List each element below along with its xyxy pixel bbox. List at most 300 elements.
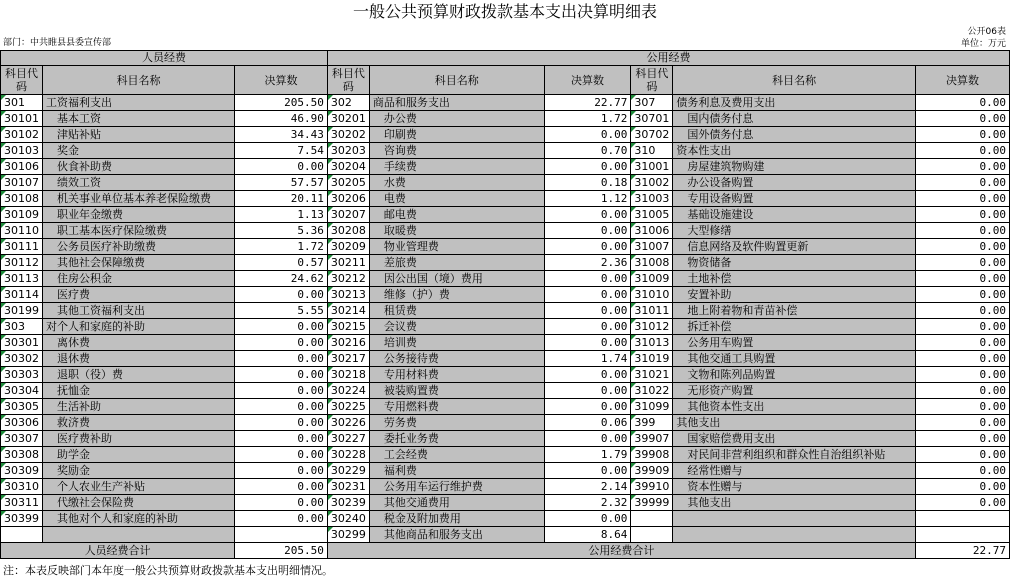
subject-code: 30213 <box>327 287 369 303</box>
subject-name: 其他社会保障缴费 <box>43 255 235 271</box>
subject-code: 31005 <box>631 207 673 223</box>
subject-code: 30399 <box>1 511 43 527</box>
table-row <box>1 127 1010 143</box>
subject-code: 30204 <box>327 159 369 175</box>
table-row <box>1 527 1010 543</box>
subject-code: 307 <box>631 95 673 111</box>
subject-code: 30107 <box>1 175 43 191</box>
empty-cell <box>673 527 916 543</box>
amount-value: 0.00 <box>915 143 1009 159</box>
amount-value: 0.00 <box>915 479 1009 495</box>
subject-name: 工资福利支出 <box>43 95 235 111</box>
subject-code: 30102 <box>1 127 43 143</box>
empty-cell <box>915 511 1009 527</box>
subject-code: 310 <box>631 143 673 159</box>
public-header: 公用经费 <box>327 51 1009 66</box>
amount-value: 20.11 <box>235 191 328 207</box>
subject-code: 399 <box>631 415 673 431</box>
subject-name: 公务接待费 <box>369 351 544 367</box>
subject-code: 30307 <box>1 431 43 447</box>
amount-value: 0.00 <box>235 495 328 511</box>
table-row <box>1 287 1010 303</box>
subject-name: 其他交通费用 <box>369 495 544 511</box>
subject-code: 31022 <box>631 383 673 399</box>
subject-name: 助学金 <box>43 447 235 463</box>
subject-code: 31002 <box>631 175 673 191</box>
subject-code: 30309 <box>1 463 43 479</box>
subject-code: 31010 <box>631 287 673 303</box>
subject-name: 抚恤金 <box>43 383 235 399</box>
subject-code: 30231 <box>327 479 369 495</box>
subject-name: 手续费 <box>369 159 544 175</box>
amount-value: 0.00 <box>544 463 631 479</box>
subject-code: 39910 <box>631 479 673 495</box>
subject-code: 30218 <box>327 367 369 383</box>
table-row <box>1 447 1010 463</box>
amount-value: 22.77 <box>544 95 631 111</box>
subject-code: 31007 <box>631 239 673 255</box>
amount-value: 0.00 <box>915 127 1009 143</box>
amount-value: 0.00 <box>915 399 1009 415</box>
amount-value: 0.00 <box>544 223 631 239</box>
amount-value: 0.00 <box>915 367 1009 383</box>
subject-code: 30215 <box>327 319 369 335</box>
amount-value: 0.00 <box>915 223 1009 239</box>
amount-value: 0.00 <box>235 383 328 399</box>
code-header: 科目代码 <box>327 66 369 95</box>
report-title: 一般公共预算财政拨款基本支出决算明细表 <box>352 2 657 21</box>
subject-name: 无形资产购置 <box>673 383 916 399</box>
table-row <box>1 367 1010 383</box>
subject-code: 31009 <box>631 271 673 287</box>
subject-name: 国家赔偿费用支出 <box>673 431 916 447</box>
amount-value: 0.00 <box>915 463 1009 479</box>
amount-value: 0.00 <box>235 367 328 383</box>
subject-code: 31012 <box>631 319 673 335</box>
subject-name: 信息网络及软件购置更新 <box>673 239 916 255</box>
subject-name: 维修（护）费 <box>369 287 544 303</box>
subject-name: 基础设施建设 <box>673 207 916 223</box>
subject-name: 其他资本性支出 <box>673 399 916 415</box>
subject-code: 30299 <box>327 527 369 543</box>
subject-code: 30103 <box>1 143 43 159</box>
subject-code: 30203 <box>327 143 369 159</box>
subject-code: 30306 <box>1 415 43 431</box>
empty-cell <box>915 527 1009 543</box>
table-row <box>1 111 1010 127</box>
subject-name: 基本工资 <box>43 111 235 127</box>
subject-name: 水费 <box>369 175 544 191</box>
amount-value: 0.00 <box>235 319 328 335</box>
subject-code: 30302 <box>1 351 43 367</box>
subject-name: 咨询费 <box>369 143 544 159</box>
table-row <box>1 335 1010 351</box>
code-header: 科目代码 <box>631 66 673 95</box>
subject-name: 房屋建筑物购建 <box>673 159 916 175</box>
table-row <box>1 271 1010 287</box>
subject-name: 公务用车购置 <box>673 335 916 351</box>
subject-name: 其他支出 <box>673 415 916 431</box>
subject-code: 30305 <box>1 399 43 415</box>
subject-code: 30199 <box>1 303 43 319</box>
subject-name: 退休费 <box>43 351 235 367</box>
subject-code: 39908 <box>631 447 673 463</box>
subject-code: 31019 <box>631 351 673 367</box>
footnote: 注：本表反映部门本年度一般公共预算财政拨款基本支出明细情况。 <box>3 564 333 577</box>
subject-name: 电费 <box>369 191 544 207</box>
amount-value: 1.72 <box>544 111 631 127</box>
amount-value: 0.00 <box>915 159 1009 175</box>
subject-code: 30304 <box>1 383 43 399</box>
subject-code: 31013 <box>631 335 673 351</box>
subject-code: 30303 <box>1 367 43 383</box>
subject-code: 31006 <box>631 223 673 239</box>
table-row <box>1 207 1010 223</box>
subject-code: 30111 <box>1 239 43 255</box>
amount-value: 0.18 <box>544 175 631 191</box>
amount-value: 0.00 <box>544 319 631 335</box>
subject-code: 30109 <box>1 207 43 223</box>
subject-name: 对民间非营利组织和群众性自治组织补贴 <box>673 447 916 463</box>
personnel-total-amount: 205.50 <box>235 543 328 559</box>
amount-value: 0.00 <box>235 463 328 479</box>
amount-value: 0.06 <box>544 415 631 431</box>
subject-name: 办公费 <box>369 111 544 127</box>
subject-code: 30209 <box>327 239 369 255</box>
amount-value: 0.00 <box>544 511 631 527</box>
subject-name: 救济费 <box>43 415 235 431</box>
subject-code: 30212 <box>327 271 369 287</box>
subject-name: 安置补助 <box>673 287 916 303</box>
form-number: 公开06表 <box>967 27 1006 37</box>
subject-name: 被装购置费 <box>369 383 544 399</box>
amount-value: 0.00 <box>915 351 1009 367</box>
subject-name: 文物和陈列品购置 <box>673 367 916 383</box>
subject-code: 31003 <box>631 191 673 207</box>
amount-value: 2.32 <box>544 495 631 511</box>
table-row <box>1 319 1010 335</box>
public-total-amount: 22.77 <box>915 543 1009 559</box>
subject-name: 公务员医疗补助缴费 <box>43 239 235 255</box>
amount-value: 0.00 <box>915 271 1009 287</box>
subject-code: 30114 <box>1 287 43 303</box>
subject-name: 会议费 <box>369 319 544 335</box>
subject-name: 职工基本医疗保险缴费 <box>43 223 235 239</box>
subject-code: 39999 <box>631 495 673 511</box>
amount-value: 0.00 <box>915 287 1009 303</box>
table-row <box>1 159 1010 175</box>
subject-name: 经常性赠与 <box>673 463 916 479</box>
subject-name: 取暖费 <box>369 223 544 239</box>
personnel-total-label: 人员经费合计 <box>1 543 235 559</box>
amount-value: 0.00 <box>544 207 631 223</box>
amount-value: 0.00 <box>235 431 328 447</box>
subject-code: 302 <box>327 95 369 111</box>
amount-value: 0.00 <box>544 287 631 303</box>
amount-value: 0.00 <box>235 479 328 495</box>
subject-code: 30205 <box>327 175 369 191</box>
amount-value: 2.36 <box>544 255 631 271</box>
amount-value: 0.00 <box>915 303 1009 319</box>
table-body <box>1 95 1010 543</box>
table-row <box>1 479 1010 495</box>
subject-name: 其他商品和服务支出 <box>369 527 544 543</box>
amount-value: 0.00 <box>544 399 631 415</box>
subject-name: 退职（役）费 <box>43 367 235 383</box>
amount-header: 决算数 <box>544 66 631 95</box>
amount-value: 1.12 <box>544 191 631 207</box>
amount-value: 0.70 <box>544 143 631 159</box>
subject-code: 30101 <box>1 111 43 127</box>
subject-name: 专用材料费 <box>369 367 544 383</box>
amount-value: 5.55 <box>235 303 328 319</box>
table-row <box>1 239 1010 255</box>
subject-name: 其他支出 <box>673 495 916 511</box>
subject-code: 30208 <box>327 223 369 239</box>
subject-name: 商品和服务支出 <box>369 95 544 111</box>
subject-code: 30702 <box>631 127 673 143</box>
amount-value: 0.00 <box>915 191 1009 207</box>
subject-name: 办公设备购置 <box>673 175 916 191</box>
amount-value: 0.00 <box>915 111 1009 127</box>
personnel-header: 人员经费 <box>1 51 328 66</box>
amount-value: 0.00 <box>544 431 631 447</box>
subject-name: 职业年金缴费 <box>43 207 235 223</box>
totals-row <box>1 543 1010 559</box>
department-label: 部门：中共睢县县委宣传部 <box>3 38 112 48</box>
subject-code: 30229 <box>327 463 369 479</box>
empty-cell <box>43 527 235 543</box>
amount-value: 46.90 <box>235 111 328 127</box>
amount-value: 1.74 <box>544 351 631 367</box>
subject-code: 303 <box>1 319 43 335</box>
subject-name: 其他工资福利支出 <box>43 303 235 319</box>
empty-cell <box>673 511 916 527</box>
table-row <box>1 351 1010 367</box>
subject-code: 30206 <box>327 191 369 207</box>
subject-name: 代缴社会保险费 <box>43 495 235 511</box>
subject-name: 工会经费 <box>369 447 544 463</box>
table-row <box>1 223 1010 239</box>
subject-code: 30301 <box>1 335 43 351</box>
name-header: 科目名称 <box>673 66 916 95</box>
subject-name: 委托业务费 <box>369 431 544 447</box>
subject-name: 奖金 <box>43 143 235 159</box>
table-row <box>1 175 1010 191</box>
subject-code: 30202 <box>327 127 369 143</box>
empty-cell <box>1 527 43 543</box>
amount-value: 0.00 <box>915 335 1009 351</box>
subject-code: 30701 <box>631 111 673 127</box>
subject-name: 培训费 <box>369 335 544 351</box>
amount-value: 8.64 <box>544 527 631 543</box>
amount-value: 24.62 <box>235 271 328 287</box>
subject-code: 30216 <box>327 335 369 351</box>
subject-code: 30225 <box>327 399 369 415</box>
amount-value: 7.54 <box>235 143 328 159</box>
amount-value: 0.57 <box>235 255 328 271</box>
table-row <box>1 95 1010 111</box>
subject-code: 31011 <box>631 303 673 319</box>
subject-name: 土地补偿 <box>673 271 916 287</box>
amount-value: 0.00 <box>235 415 328 431</box>
subject-code: 39907 <box>631 431 673 447</box>
subject-code: 30311 <box>1 495 43 511</box>
subject-code: 30228 <box>327 447 369 463</box>
subject-code: 30240 <box>327 511 369 527</box>
subject-name: 医疗费补助 <box>43 431 235 447</box>
table-row <box>1 191 1010 207</box>
table-row <box>1 383 1010 399</box>
table-row <box>1 143 1010 159</box>
subject-name: 其他对个人和家庭的补助 <box>43 511 235 527</box>
amount-header: 决算数 <box>235 66 328 95</box>
subject-name: 资本性赠与 <box>673 479 916 495</box>
subject-code: 39909 <box>631 463 673 479</box>
subject-name: 国内债务付息 <box>673 111 916 127</box>
subject-code: 31099 <box>631 399 673 415</box>
subject-code: 31001 <box>631 159 673 175</box>
table-row <box>1 463 1010 479</box>
amount-value: 1.79 <box>544 447 631 463</box>
subject-code: 30112 <box>1 255 43 271</box>
amount-value: 0.00 <box>915 175 1009 191</box>
subject-name: 税金及附加费用 <box>369 511 544 527</box>
subject-code: 30224 <box>327 383 369 399</box>
subject-name: 差旅费 <box>369 255 544 271</box>
subject-name: 医疗费 <box>43 287 235 303</box>
amount-value: 205.50 <box>235 95 328 111</box>
amount-value: 0.00 <box>544 159 631 175</box>
amount-value: 0.00 <box>235 287 328 303</box>
amount-value: 0.00 <box>915 383 1009 399</box>
subject-code: 30308 <box>1 447 43 463</box>
subject-name: 其他交通工具购置 <box>673 351 916 367</box>
subject-code: 30227 <box>327 431 369 447</box>
subject-name: 印刷费 <box>369 127 544 143</box>
subject-name: 租赁费 <box>369 303 544 319</box>
table-row <box>1 399 1010 415</box>
amount-value: 0.00 <box>544 239 631 255</box>
expenditure-table <box>0 50 1010 559</box>
subject-name: 住房公积金 <box>43 271 235 287</box>
subject-name: 绩效工资 <box>43 175 235 191</box>
amount-value: 0.00 <box>235 335 328 351</box>
subject-name: 专用设备购置 <box>673 191 916 207</box>
amount-value: 0.00 <box>915 255 1009 271</box>
amount-value: 0.00 <box>915 495 1009 511</box>
subject-name: 个人农业生产补贴 <box>43 479 235 495</box>
table-row <box>1 511 1010 527</box>
public-total-label: 公用经费合计 <box>327 543 915 559</box>
subject-name: 物业管理费 <box>369 239 544 255</box>
amount-value: 57.57 <box>235 175 328 191</box>
subject-name: 大型修缮 <box>673 223 916 239</box>
subject-code: 31008 <box>631 255 673 271</box>
table-row <box>1 495 1010 511</box>
subject-code: 30110 <box>1 223 43 239</box>
amount-value: 0.00 <box>235 447 328 463</box>
amount-value: 0.00 <box>235 399 328 415</box>
unit-label: 单位：万元 <box>960 39 1006 49</box>
subject-name: 因公出国（境）费用 <box>369 271 544 287</box>
amount-header: 决算数 <box>915 66 1009 95</box>
subject-name: 物资储备 <box>673 255 916 271</box>
amount-value: 0.00 <box>915 239 1009 255</box>
subject-name: 对个人和家庭的补助 <box>43 319 235 335</box>
subject-name: 奖励金 <box>43 463 235 479</box>
amount-value: 0.00 <box>915 319 1009 335</box>
subject-code: 30217 <box>327 351 369 367</box>
table-row <box>1 431 1010 447</box>
empty-cell <box>631 511 673 527</box>
amount-value: 2.14 <box>544 479 631 495</box>
subject-name: 公务用车运行维护费 <box>369 479 544 495</box>
amount-value: 34.43 <box>235 127 328 143</box>
amount-value: 0.00 <box>915 207 1009 223</box>
table-row <box>1 303 1010 319</box>
amount-value: 0.00 <box>544 271 631 287</box>
subject-code: 30214 <box>327 303 369 319</box>
amount-value: 0.00 <box>544 383 631 399</box>
subject-code: 30211 <box>327 255 369 271</box>
amount-value: 1.13 <box>235 207 328 223</box>
subject-code: 30108 <box>1 191 43 207</box>
table-row <box>1 255 1010 271</box>
subject-name: 伙食补助费 <box>43 159 235 175</box>
empty-cell <box>631 527 673 543</box>
subject-code: 31021 <box>631 367 673 383</box>
subject-name: 拆迁补偿 <box>673 319 916 335</box>
subject-code: 301 <box>1 95 43 111</box>
amount-value: 0.00 <box>544 127 631 143</box>
name-header: 科目名称 <box>369 66 544 95</box>
name-header: 科目名称 <box>43 66 235 95</box>
code-header: 科目代码 <box>1 66 43 95</box>
amount-value: 1.72 <box>235 239 328 255</box>
amount-value: 0.00 <box>915 415 1009 431</box>
subject-name: 资本性支出 <box>673 143 916 159</box>
subject-code: 30226 <box>327 415 369 431</box>
amount-value: 0.00 <box>235 511 328 527</box>
amount-value: 0.00 <box>544 335 631 351</box>
subject-code: 30310 <box>1 479 43 495</box>
amount-value: 0.00 <box>544 303 631 319</box>
empty-cell <box>235 527 328 543</box>
subject-name: 专用燃料费 <box>369 399 544 415</box>
subject-name: 国外债务付息 <box>673 127 916 143</box>
subject-code: 30207 <box>327 207 369 223</box>
table-row <box>1 415 1010 431</box>
subject-code: 30113 <box>1 271 43 287</box>
subject-code: 30201 <box>327 111 369 127</box>
amount-value: 0.00 <box>915 447 1009 463</box>
subject-name: 债务利息及费用支出 <box>673 95 916 111</box>
subject-name: 津贴补贴 <box>43 127 235 143</box>
amount-value: 0.00 <box>235 159 328 175</box>
amount-value: 0.00 <box>544 367 631 383</box>
subject-name: 邮电费 <box>369 207 544 223</box>
subject-code: 30106 <box>1 159 43 175</box>
subject-name: 生活补助 <box>43 399 235 415</box>
subject-code: 30239 <box>327 495 369 511</box>
subject-name: 福利费 <box>369 463 544 479</box>
amount-value: 0.00 <box>235 351 328 367</box>
amount-value: 0.00 <box>915 431 1009 447</box>
subject-name: 劳务费 <box>369 415 544 431</box>
amount-value: 5.36 <box>235 223 328 239</box>
amount-value: 0.00 <box>915 95 1009 111</box>
